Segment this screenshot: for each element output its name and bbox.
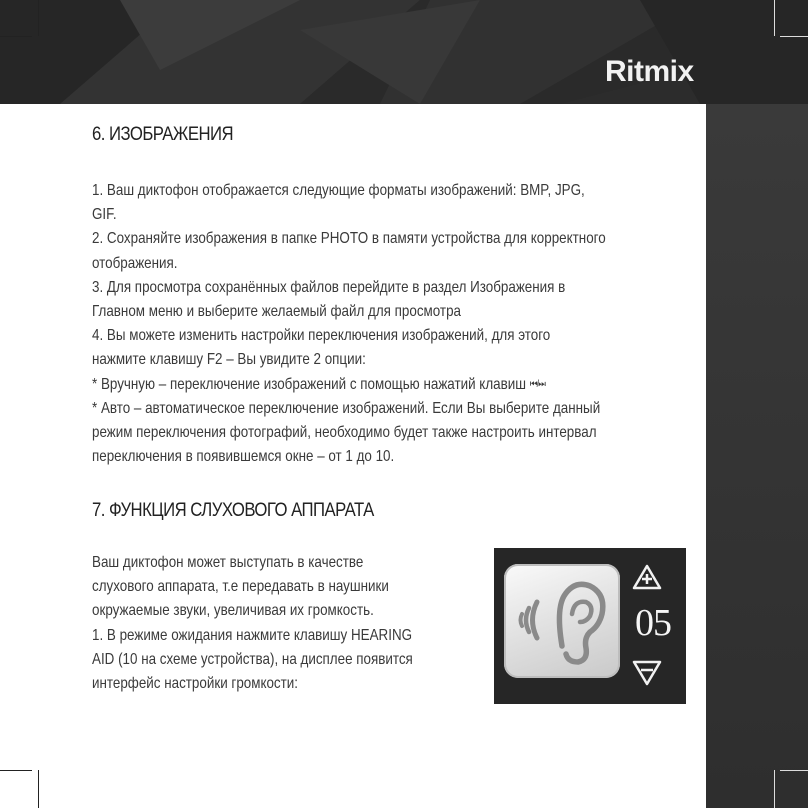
text-line: отображения.: [92, 254, 178, 272]
text-line: AID (10 на схеме устройства), на дисплее появится: [92, 650, 413, 668]
brand-logo-text: Ritmix: [605, 55, 694, 88]
hearing-aid-display: [494, 548, 686, 704]
section-6-title: 6. ИЗОБРАЖЕНИЯ: [92, 124, 234, 145]
volume-down-icon: [632, 660, 662, 686]
brand-logo: [605, 54, 694, 90]
prev-next-icon: ⏮/⏭: [529, 378, 546, 390]
volume-up-icon: [632, 564, 662, 590]
text-line: GIF.: [92, 206, 117, 224]
text-line: режим переключения фотографий, необходимо будет также настроить интервал: [92, 423, 597, 441]
hearing-ear-tile: [504, 564, 620, 678]
text-line: 3. Для просмотра сохранённых файлов перейдите в раздел Изображения в: [92, 278, 566, 296]
crop-mark: [0, 770, 32, 771]
crop-mark: [38, 770, 39, 808]
text-line: Ваш диктофон может выступать в качестве: [92, 554, 364, 571]
text-line: 4. Вы можете изменить настройки переключения изображений, для этого: [92, 327, 551, 345]
page-header: [0, 0, 808, 104]
text-line: Главном меню и выберите желаемый файл для просмотра: [92, 302, 461, 320]
section-6-body: [92, 179, 606, 469]
right-decorative-strip: [706, 104, 808, 808]
text-line: * Авто – автоматическое переключение изображений. Если Вы выберите данный: [92, 399, 601, 417]
crop-mark: [774, 0, 775, 36]
crop-mark: [774, 770, 775, 808]
text-line: 1. Ваш диктофон отображается следующие форматы изображений: BMP, JPG,: [92, 182, 585, 199]
section-7-body: [92, 551, 413, 696]
text-line: интерфейс настройки громкости:: [92, 674, 298, 692]
text-line: 2. Сохраняйте изображения в папке PHOTO в памяти устройства для корректного: [92, 230, 606, 248]
text-line: нажмите клавишу F2 – Вы увидите 2 опции:: [92, 351, 366, 369]
crop-mark: [780, 770, 808, 771]
crop-mark: [0, 36, 32, 37]
volume-level-value: 05: [635, 602, 671, 644]
crop-mark: [780, 36, 808, 37]
crop-mark: [38, 0, 39, 36]
section-7-title: 7. ФУНКЦИЯ СЛУХОВОГО АППАРАТА: [92, 500, 374, 521]
hearing-ear-icon: [504, 564, 620, 678]
text-line: слухового аппарата, т.е передавать в наушники: [92, 578, 389, 596]
text-line: [92, 373, 606, 397]
text-line: окружаемые звуки, увеличивая их громкость.: [92, 602, 374, 620]
text-line: переключения в появившемся окне – от 1 до 10.: [92, 448, 395, 466]
text-line-manual: * Вручную – переключение изображений с помощью нажатий клавиш: [92, 375, 526, 393]
text-line: 1. В режиме ожидания нажмите клавишу HEARING: [92, 626, 413, 644]
